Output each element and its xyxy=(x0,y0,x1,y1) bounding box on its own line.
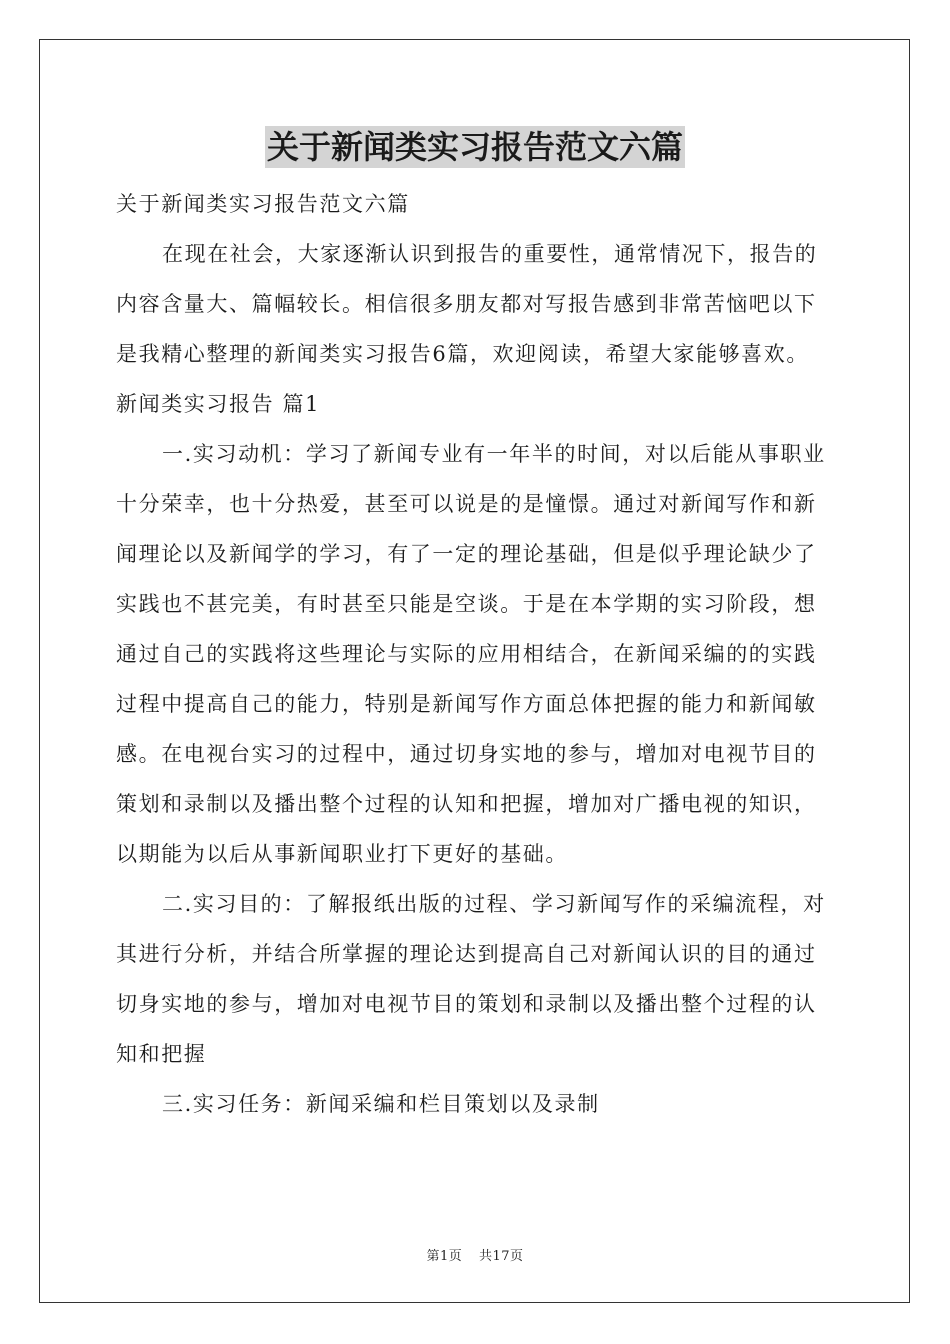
paragraph-purpose: 二.实习目的：了解报纸出版的过程、学习新闻写作的采编流程，对其进行分析，并结合所掌握的理论达到提高自己对新闻认识的目的通过切身实地的参与，增加对电视节目的策划和录制以及播出整个过程的认知和把握 xyxy=(116,892,826,1066)
intro-paragraph: 在现在社会，大家逐渐认识到报告的重要性，通常情况下，报告的内容含量大、篇幅较长。相信很多朋友都对写报告感到非常苦恼吧以下是我精心整理的新闻类实习报告6篇，欢迎阅读，希望大家能够喜欢。 xyxy=(116,242,818,366)
paragraph-tasks: 三.实习任务：新闻采编和栏目策划以及录制 xyxy=(162,1092,600,1116)
document-body xyxy=(116,179,836,1129)
page-footer xyxy=(0,1245,950,1264)
title-wrap xyxy=(0,126,950,168)
document-title: 关于新闻类实习报告范文六篇 xyxy=(266,128,683,166)
page-total: 共17页 xyxy=(478,1249,524,1264)
paragraph-motivation: 一.实习动机：学习了新闻专业有一年半的时间，对以后能从事职业十分荣幸，也十分热爱，甚至可以说是的是憧憬。通过对新闻写作和新闻理论以及新闻学的学习，有了一定的理论基础，但是似乎理论缺少了实践也不甚完美，有时甚至只能是空谈。于是在本学期的实习阶段，想通过自己的实践将这些理论与实际的应用相结合，在新闻采编的的实践过程中提高自己的能力，特别是新闻写作方面总体把握的能力和新闻敏感。在电视台实习的过程中，通过切身实地的参与，增加对电视节目的策划和录制以及播出整个过程的认知和把握，增加对广播电视的知识，以期能为以后从事新闻职业打下更好的基础。 xyxy=(116,442,826,866)
section-heading: 新闻类实习报告 篇1 xyxy=(116,392,321,416)
page-number: 第1页 xyxy=(426,1249,463,1264)
document-subtitle: 关于新闻类实习报告范文六篇 xyxy=(116,192,410,216)
